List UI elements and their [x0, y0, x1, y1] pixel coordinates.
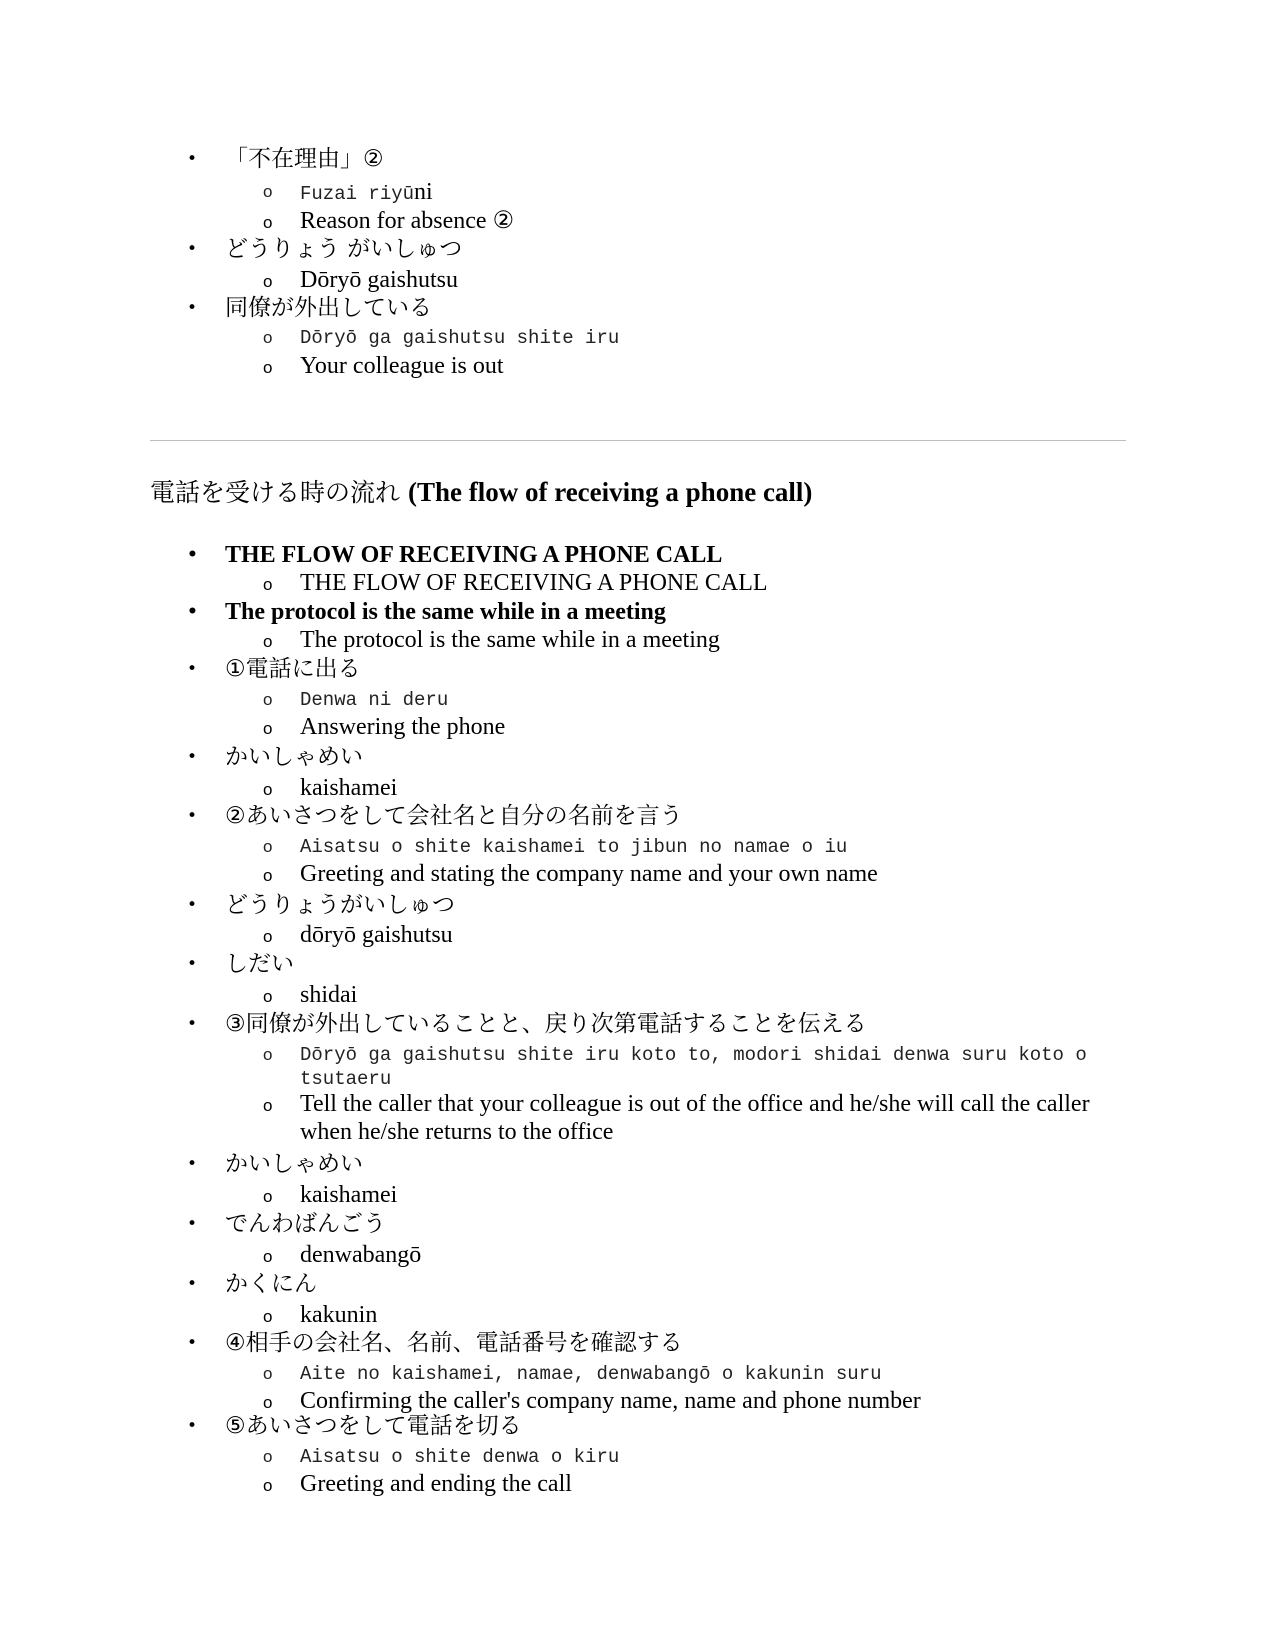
list-item-term: • 同僚が外出している	[225, 294, 432, 322]
list-item-translation: o Dōryō gaishutsu	[300, 266, 458, 294]
horizontal-divider	[150, 440, 1126, 441]
list-item-translation: o Your colleague is out	[300, 352, 504, 380]
list-item-translation: o Answering the phone	[300, 713, 505, 741]
list-item-term: • THE FLOW OF RECEIVING A PHONE CALL	[225, 541, 722, 569]
list-item-translation: o THE FLOW OF RECEIVING A PHONE CALL	[300, 569, 768, 597]
romaji-suffix: ni	[414, 179, 433, 205]
list-item-translation: o kaishamei	[300, 1181, 397, 1209]
list-item-term: • でんわばんごう	[225, 1210, 386, 1238]
list-item-term: • 「不在理由」②	[225, 145, 384, 173]
section-heading-jp: 電話を受ける時の流れ	[150, 478, 401, 507]
list-item-romaji: o Aisatsu o shite kaishamei to jibun no namae o iu	[300, 835, 847, 859]
list-item-term: • The protocol is the same while in a meeting	[225, 598, 666, 626]
list-item-term: • ③同僚が外出していることと、戻り次第電話することを伝える	[225, 1010, 867, 1038]
list-item-translation: o Tell the caller that your colleague is out of the office and he/she will call the caller when he/she returns to the office	[300, 1090, 1130, 1146]
list-item-term: • どうりょう がいしゅつ	[225, 235, 462, 263]
list-item-term: • ④相手の会社名、名前、電話番号を確認する	[225, 1329, 683, 1357]
list-item-romaji: o Denwa ni deru	[300, 688, 448, 712]
list-item-translation: o The protocol is the same while in a meeting	[300, 626, 720, 654]
list-item-translation: o dōryō gaishutsu	[300, 921, 453, 949]
list-item-term: • かいしゃめい	[225, 743, 363, 771]
section-heading-en: (The flow of receiving a phone call)	[407, 477, 813, 507]
list-item-translation: o shidai	[300, 981, 357, 1009]
list-item-translation: o Greeting and stating the company name and your own name	[300, 860, 878, 888]
list-item-romaji: o Dōryō ga gaishutsu shite iru	[300, 326, 619, 350]
list-item-term: • かくにん	[225, 1270, 317, 1298]
list-item-translation: o Confirming the caller's company name, name and phone number	[300, 1387, 921, 1415]
list-item-romaji: o Fuzai riyūni	[300, 180, 433, 206]
list-item-romaji: o Dōryō ga gaishutsu shite iru koto to, modori shidai denwa suru koto o tsutaeru	[300, 1043, 1130, 1091]
list-item-term: • ⑤あいさつをして電話を切る	[225, 1412, 522, 1440]
list-item-term: • しだい	[225, 950, 294, 978]
list-item-term: • ②あいさつをして会社名と自分の名前を言う	[225, 802, 683, 830]
list-item-term: • かいしゃめい	[225, 1150, 363, 1178]
list-item-translation: o kaishamei	[300, 774, 397, 802]
list-item-romaji: o Aite no kaishamei, namae, denwabangō o kakunin suru	[300, 1362, 882, 1386]
list-item-term: • ①電話に出る	[225, 655, 361, 683]
list-item-translation: o Reason for absence ②	[300, 207, 514, 235]
list-item-term: • どうりょうがいしゅつ	[225, 891, 455, 919]
list-item-romaji: o Aisatsu o shite denwa o kiru	[300, 1445, 619, 1469]
list-item-translation: o denwabangō	[300, 1241, 421, 1269]
list-item-translation: o Greeting and ending the call	[300, 1470, 572, 1498]
list-item-translation: o kakunin	[300, 1301, 377, 1329]
section-heading	[150, 476, 812, 509]
